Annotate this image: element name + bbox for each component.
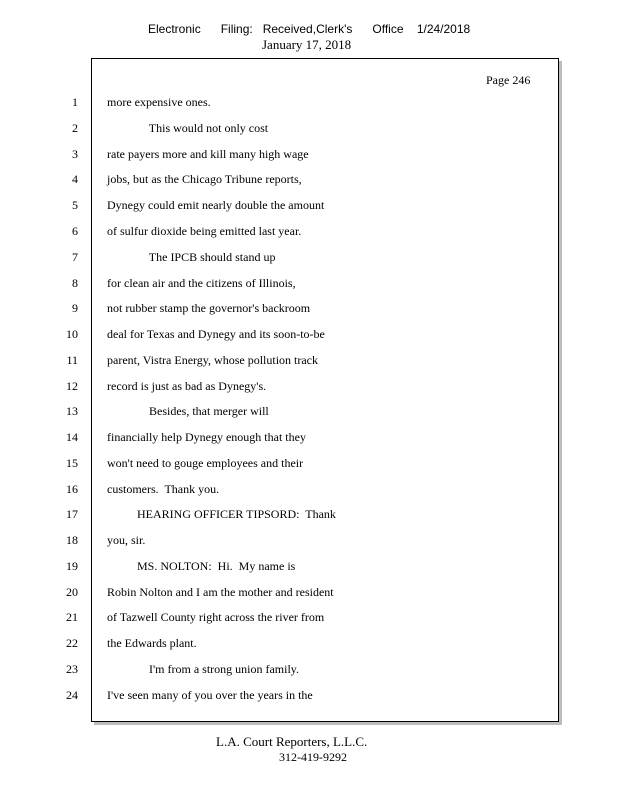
transcript-line: of sulfur dioxide being emitted last year. bbox=[107, 224, 302, 238]
line-number: 16 bbox=[66, 482, 78, 496]
line-number: 2 bbox=[72, 121, 78, 135]
transcript-line: Besides, that merger will bbox=[107, 404, 269, 418]
transcript-line: I'm from a strong union family. bbox=[107, 662, 300, 676]
line-number: 22 bbox=[66, 636, 78, 650]
line-number: 10 bbox=[66, 327, 78, 341]
line-number: 13 bbox=[66, 404, 78, 418]
transcript-line: This would not only cost bbox=[107, 121, 269, 135]
line-number: 12 bbox=[66, 379, 78, 393]
line-number: 3 bbox=[72, 147, 78, 161]
court-reporter-name: L.A. Court Reporters, L.L.C. bbox=[216, 734, 368, 749]
line-number: 19 bbox=[66, 559, 78, 573]
transcript-line: won't need to gouge employees and their bbox=[107, 456, 304, 470]
hearing-date: January 17, 2018 bbox=[262, 37, 352, 52]
line-number: 17 bbox=[66, 507, 78, 521]
transcript-line: rate payers more and kill many high wage bbox=[107, 147, 309, 161]
transcript-line: I've seen many of you over the years in the bbox=[107, 688, 313, 702]
line-number: 18 bbox=[66, 533, 78, 547]
filing-stamp: Electronic Filing: Received,Clerk's Office 1/24/2018 bbox=[148, 22, 471, 36]
transcript-line: Dynegy could emit nearly double the amount bbox=[107, 198, 325, 212]
line-number: 14 bbox=[66, 430, 78, 444]
transcript-line: record is just as bad as Dynegy's. bbox=[107, 379, 267, 393]
transcript-line: MS. NOLTON: Hi. My name is bbox=[107, 559, 296, 573]
transcript-line: the Edwards plant. bbox=[107, 636, 197, 650]
line-number: 20 bbox=[66, 585, 78, 599]
transcript-line: more expensive ones. bbox=[107, 95, 211, 109]
transcript-line: jobs, but as the Chicago Tribune reports, bbox=[107, 172, 302, 186]
transcript-line: you, sir. bbox=[107, 533, 146, 547]
line-number: 11 bbox=[66, 353, 78, 367]
transcript-line: HEARING OFFICER TIPSORD: Thank bbox=[107, 507, 336, 521]
court-reporter-phone: 312-419-9292 bbox=[279, 750, 347, 764]
line-number: 5 bbox=[72, 198, 78, 212]
line-number: 7 bbox=[72, 250, 78, 264]
transcript-line: not rubber stamp the governor's backroom bbox=[107, 301, 311, 315]
transcript-line: The IPCB should stand up bbox=[107, 250, 276, 264]
line-number: 8 bbox=[72, 276, 78, 290]
line-number: 23 bbox=[66, 662, 78, 676]
line-number: 15 bbox=[66, 456, 78, 470]
transcript-line: financially help Dynegy enough that they bbox=[107, 430, 306, 444]
transcript-line: for clean air and the citizens of Illinois, bbox=[107, 276, 296, 290]
line-number: 9 bbox=[72, 301, 78, 315]
transcript-line: parent, Vistra Energy, whose pollution track bbox=[107, 353, 319, 367]
line-number: 21 bbox=[66, 610, 78, 624]
transcript-line: customers. Thank you. bbox=[107, 482, 220, 496]
line-number: 6 bbox=[72, 224, 78, 238]
line-number: 1 bbox=[72, 95, 78, 109]
transcript-line: Robin Nolton and I am the mother and resident bbox=[107, 585, 334, 599]
line-number: 4 bbox=[72, 172, 78, 186]
page-number: Page 246 bbox=[486, 73, 531, 87]
line-number: 24 bbox=[66, 688, 78, 702]
transcript-line: of Tazwell County right across the river from bbox=[107, 610, 325, 624]
transcript-line: deal for Texas and Dynegy and its soon-to-be bbox=[107, 327, 325, 341]
